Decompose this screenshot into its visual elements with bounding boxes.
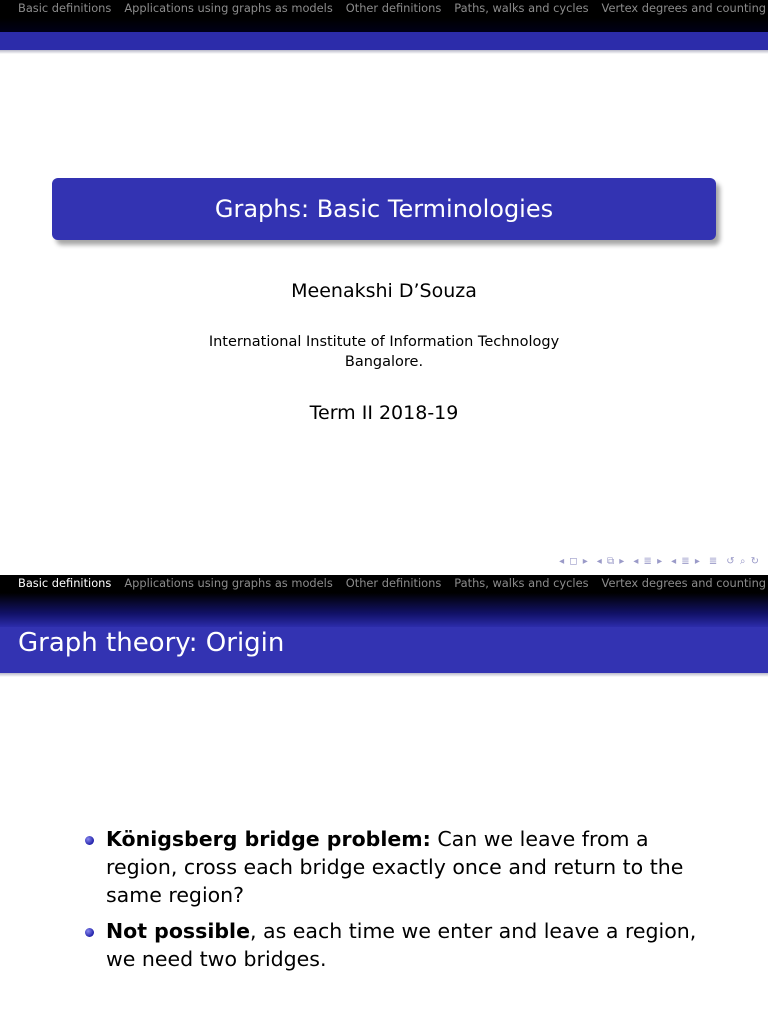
bullet-icon (85, 928, 94, 937)
nav-applications[interactable]: Applications using graphs as models (124, 1, 333, 16)
list-item (82, 825, 722, 909)
nav-section-icon[interactable]: ◂ ≣ ▸ (633, 556, 664, 567)
bullet-icon (85, 836, 94, 845)
nav-frame-icon[interactable]: ◂ ◻ ▸ (559, 556, 589, 567)
frame-title-gradient (0, 593, 768, 627)
nav-basic-definitions[interactable]: Basic definitions (18, 1, 112, 16)
nav-subsection-icon[interactable]: ◂ ⧉ ▸ (596, 556, 626, 567)
bullet-bold-text: Not possible (106, 919, 250, 943)
nav-other-definitions[interactable]: Other definitions (345, 576, 442, 591)
nav-basic-definitions[interactable]: Basic definitions (18, 576, 112, 591)
header-band (0, 18, 768, 32)
institute (0, 332, 768, 372)
bullet-bold-text: Königsberg bridge problem: (106, 827, 431, 851)
header-shadow (0, 50, 768, 54)
nav-vertex-degrees[interactable]: Vertex degrees and counting (601, 576, 767, 591)
beamer-navigation-symbols (553, 556, 760, 567)
list-item (82, 917, 722, 973)
institute-name: International Institute of Information Technology (208, 334, 560, 350)
bullet-list (82, 825, 722, 981)
section-navbar (0, 575, 768, 593)
bullet-text: , as each time we enter and leave a region, we need two bridges. (106, 919, 697, 971)
content-slide (0, 575, 768, 1024)
title-box (52, 178, 716, 240)
presentation-date: Term II 2018-19 (309, 402, 459, 424)
bullet-text: Can we leave from a region, cross each bridge exactly once and return to the same region? (106, 827, 684, 907)
nav-other-definitions[interactable]: Other definitions (345, 1, 442, 16)
nav-search-icon[interactable]: ↺ ⌕ ↻ (726, 556, 760, 567)
author-name: Meenakshi D’Souza (291, 280, 477, 302)
nav-paths-walks-cycles[interactable]: Paths, walks and cycles (454, 576, 589, 591)
frame-title: Graph theory: Origin (18, 628, 285, 658)
presentation-title: Graphs: Basic Terminologies (214, 195, 554, 223)
nav-appendix-icon[interactable]: ≣ (708, 556, 719, 567)
nav-document-icon[interactable]: ◂ ≣ ▸ (671, 556, 701, 567)
nav-vertex-degrees[interactable]: Vertex degrees and counting (601, 1, 767, 16)
nav-applications[interactable]: Applications using graphs as models (124, 576, 333, 591)
section-navbar (0, 0, 768, 18)
nav-paths-walks-cycles[interactable]: Paths, walks and cycles (454, 1, 589, 16)
institute-city: Bangalore. (344, 354, 424, 370)
frame-title-shadow (0, 673, 768, 677)
header-accent-band (0, 32, 768, 50)
